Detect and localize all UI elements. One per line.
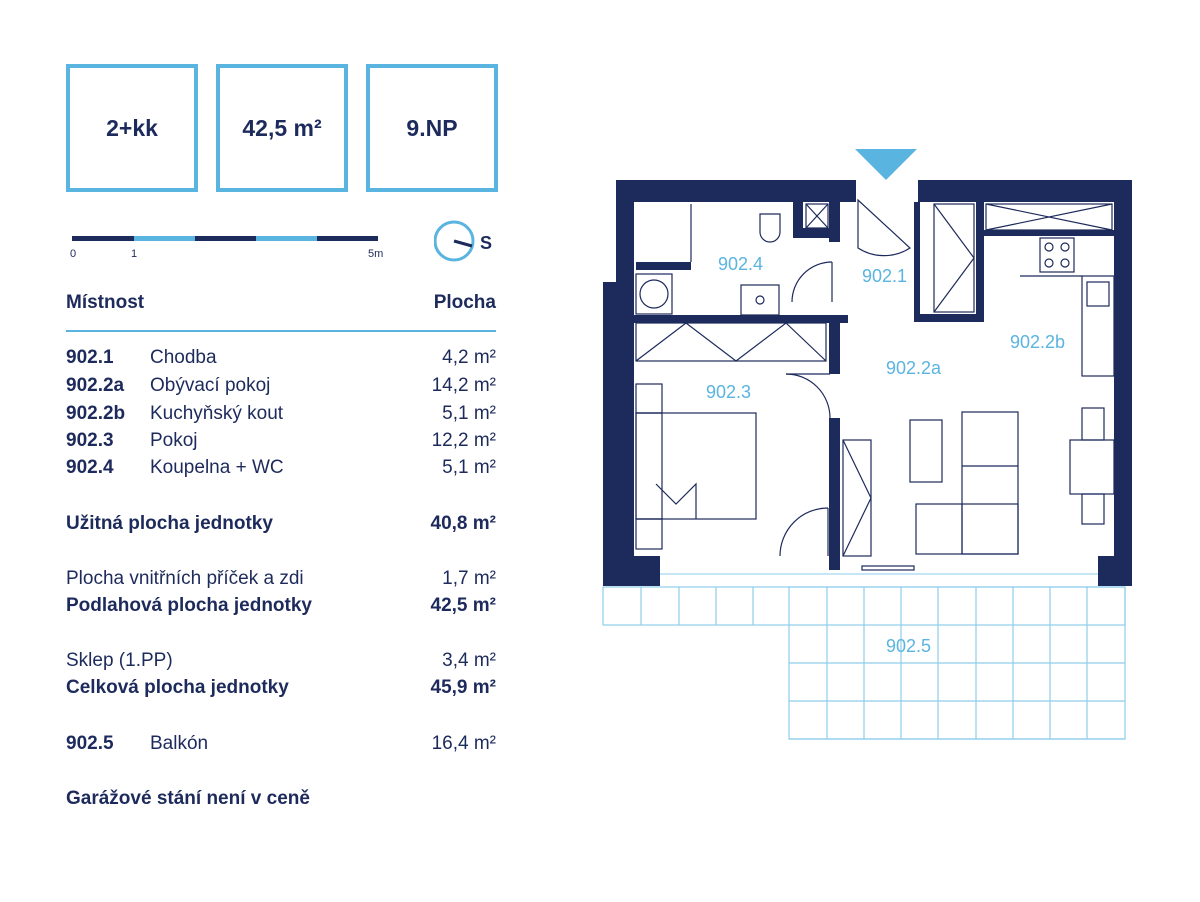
walls-area-value: 1,7 m²	[442, 568, 496, 589]
room-name: Chodba	[150, 347, 217, 368]
room-row	[66, 430, 496, 454]
scale-label-5: 5m	[368, 248, 384, 260]
scale-bar	[72, 236, 378, 241]
balcony-row	[66, 733, 496, 757]
floor-plan	[590, 140, 1150, 750]
room-row	[66, 403, 496, 427]
scale-label-0: 0	[70, 248, 77, 260]
balcony-name: Balkón	[150, 733, 209, 754]
usable-area-value: 40,8 m²	[430, 513, 496, 534]
room-name: Pokoj	[150, 430, 198, 451]
label-902-1: 902.1	[862, 266, 908, 286]
scale-label-1: 1	[131, 248, 138, 260]
floor-area-value: 42,5 m²	[430, 595, 496, 616]
entrance-arrow-icon	[855, 149, 917, 180]
scale-seg-1	[72, 236, 134, 241]
label-902-2b: 902.2b	[1010, 332, 1066, 352]
balcony-code: 902.5	[66, 733, 114, 754]
room-area: 5,1 m²	[442, 403, 496, 424]
usable-area-row	[66, 513, 496, 537]
room-code: 902.1	[66, 347, 114, 368]
compass-letter: S	[480, 233, 493, 253]
header-area: Plocha	[433, 292, 496, 313]
area-value: 42,5 m²	[242, 114, 322, 141]
header-room: Místnost	[66, 292, 145, 313]
room-code: 902.2b	[66, 403, 126, 424]
cellar-area-row	[66, 650, 496, 674]
room-table-header	[66, 292, 496, 330]
area-badge	[216, 64, 348, 192]
compass	[434, 218, 496, 266]
label-902-3: 902.3	[706, 382, 752, 402]
room-code: 902.3	[66, 430, 114, 451]
scale-seg-3	[195, 236, 256, 241]
room-row	[66, 457, 496, 481]
room-row	[66, 375, 496, 399]
exterior-walls	[603, 180, 1132, 586]
room-row	[66, 347, 496, 371]
cellar-area-label: Sklep (1.PP)	[66, 650, 173, 671]
label-902-5: 902.5	[886, 636, 932, 656]
room-code: 902.2a	[66, 375, 125, 396]
label-902-2a: 902.2a	[886, 358, 942, 378]
room-area: 5,1 m²	[442, 457, 496, 478]
total-area-label: Celková plocha jednotky	[66, 677, 289, 698]
usable-area-label: Užitná plocha jednotky	[66, 513, 273, 534]
scale-seg-2	[134, 236, 195, 241]
total-area-row	[66, 677, 496, 701]
room-name: Kuchyňský kout	[150, 403, 284, 424]
layout-badge	[66, 64, 198, 192]
scale-seg-4	[256, 236, 317, 241]
floor-area-label: Podlahová plocha jednotky	[66, 595, 312, 616]
floor-value: 9.NP	[406, 114, 458, 141]
scale-seg-5	[317, 236, 378, 241]
header-divider	[66, 330, 496, 332]
room-code: 902.4	[66, 457, 114, 478]
floor-badge	[366, 64, 498, 192]
room-name: Koupelna + WC	[150, 457, 284, 478]
walls-area-row	[66, 568, 496, 592]
balcony-tiles	[603, 574, 1125, 739]
cellar-area-value: 3,4 m²	[442, 650, 496, 671]
room-area: 12,2 m²	[431, 430, 496, 451]
room-name: Obývací pokoj	[150, 375, 271, 396]
garage-note: Garážové stání není v ceně	[66, 788, 310, 809]
total-area-value: 45,9 m²	[430, 677, 496, 698]
floor-area-row	[66, 595, 496, 619]
balcony-area: 16,4 m²	[431, 733, 496, 754]
room-area: 4,2 m²	[442, 347, 496, 368]
walls-area-label: Plocha vnitřních příček a zdi	[66, 568, 304, 589]
room-labels	[706, 254, 1065, 656]
room-area: 14,2 m²	[431, 375, 496, 396]
label-902-4: 902.4	[718, 254, 764, 274]
layout-value: 2+kk	[106, 114, 158, 141]
